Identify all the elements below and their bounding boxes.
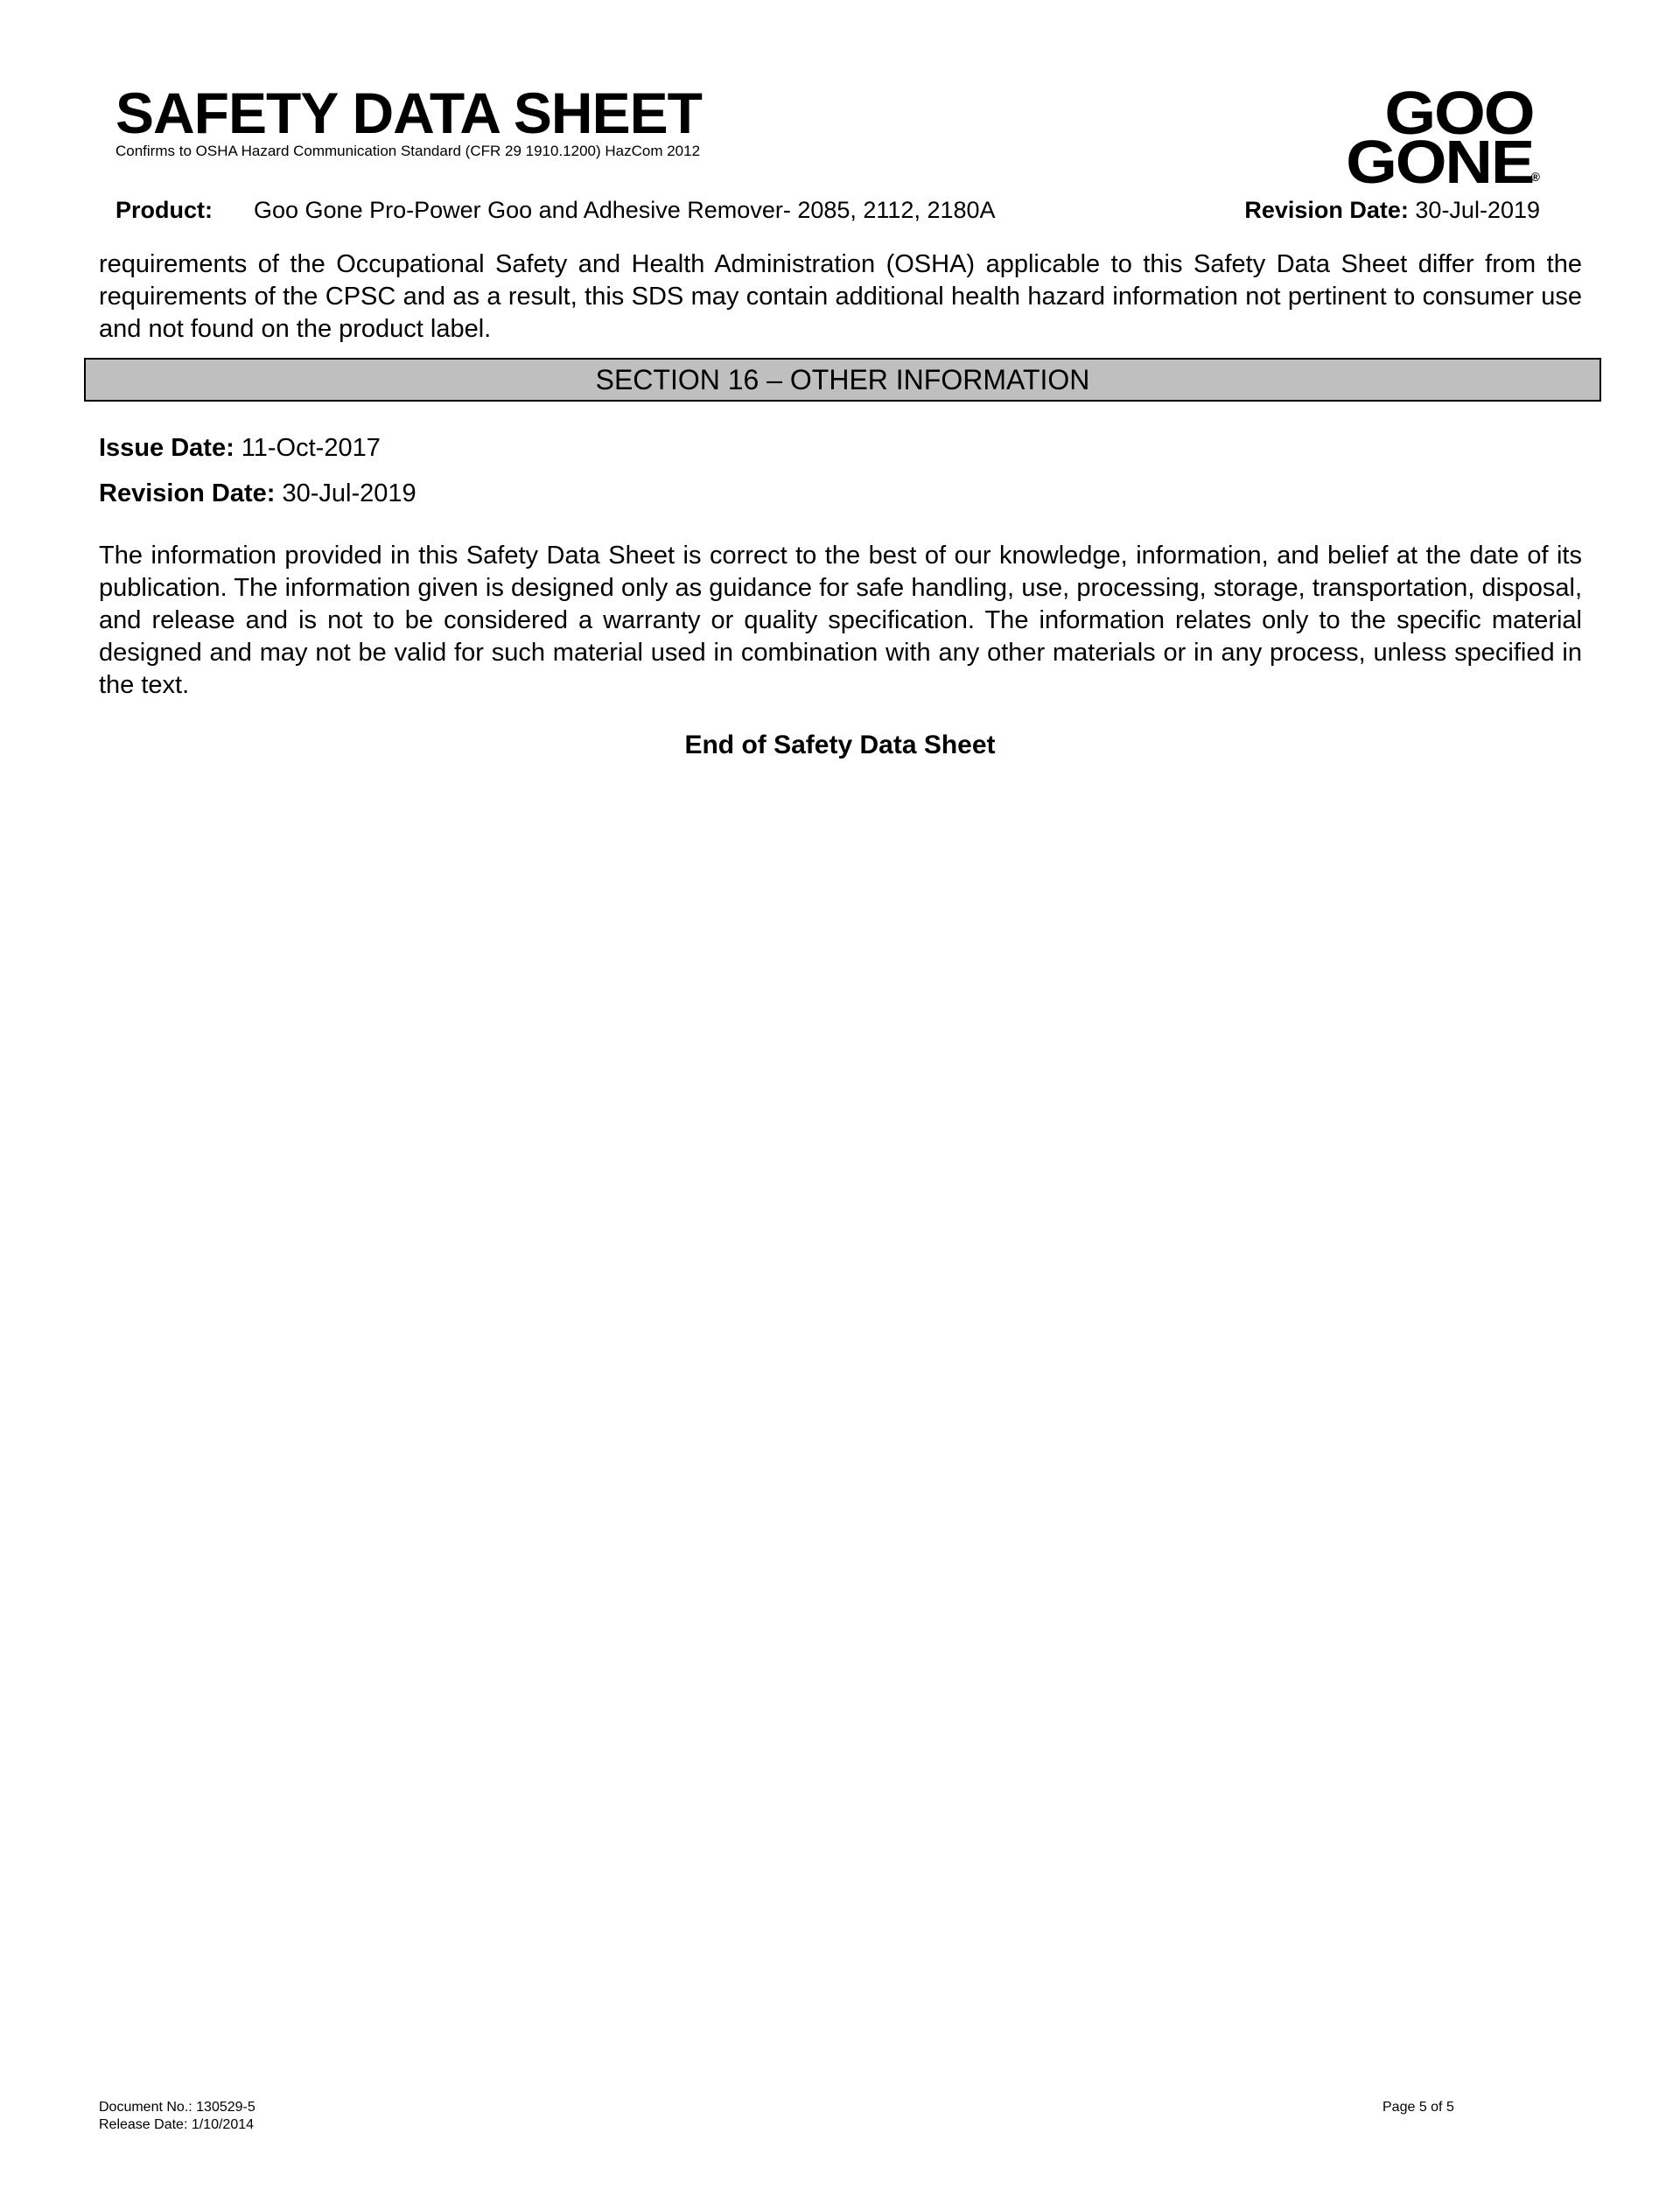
issue-date-value: 11-Oct-2017 [241, 434, 381, 462]
product-header-row [116, 196, 1540, 224]
release-date: Release Date: 1/10/2014 [99, 2117, 255, 2132]
section-title: SECTION 16 – OTHER INFORMATION [595, 364, 1090, 395]
page-number: Page 5 of 5 [1382, 2100, 1454, 2115]
header-revision-date [1244, 196, 1540, 224]
document-number: Document No.: 130529-5 [99, 2100, 256, 2115]
revision-date [99, 478, 416, 509]
issue-date [99, 432, 381, 464]
header-revision-value: 30-Jul-2019 [1415, 197, 1540, 223]
intro-paragraph: requirements of the Occupational Safety and Health Administration (OSHA) applicable to this Safety Data Sheet differ from the requirements of the CPSC and as a result, this SDS may contain additional health hazard information not pertinent to consumer use and not found on the product label. [99, 250, 1582, 343]
footer-document-info [99, 2099, 256, 2134]
revision-date-label: Revision Date: [99, 479, 276, 507]
issue-date-label: Issue Date: [99, 434, 234, 462]
revision-date-value: 30-Jul-2019 [282, 479, 416, 507]
logo-line-1: GOO [1384, 79, 1533, 147]
header-revision-label: Revision Date: [1244, 197, 1409, 223]
disclaimer-paragraph: The information provided in this Safety Data Sheet is correct to the best of our knowledge, information, and belief at the date of its publication. The information given is designed only as guidance for safe handling, use, processing, storage, transportation, disposal, and release and is not to be considered a warranty or quality specification. The information relates only to the specific material designed and may not be valid for such material used in combination with any other materials or in any process, unless specified in the text. [99, 542, 1582, 699]
section-16-header [84, 358, 1601, 402]
goo-gone-logo [1346, 79, 1540, 196]
document-title: SAFETY DATA SHEET [116, 80, 702, 145]
logo-registered-mark: ® [1530, 170, 1540, 184]
end-of-sheet: End of Safety Data Sheet [684, 731, 996, 759]
logo-line-2: GONE [1346, 128, 1533, 196]
product-label: Product: [116, 197, 213, 223]
product-value: Goo Gone Pro-Power Goo and Adhesive Remover- 2085, 2112, 2180A [254, 197, 996, 223]
document-subtitle: Confirms to OSHA Hazard Communication Standard (CFR 29 1910.1200) HazCom 2012 [116, 143, 701, 159]
